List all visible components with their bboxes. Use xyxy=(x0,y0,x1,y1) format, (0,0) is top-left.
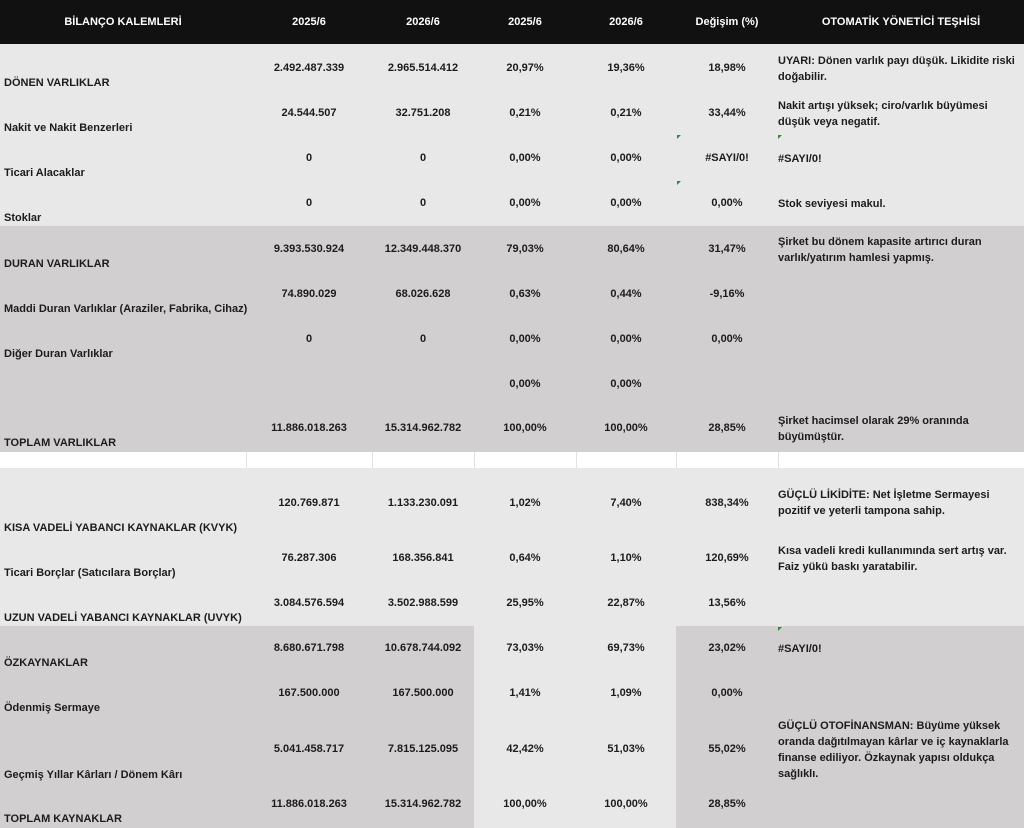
row-label: DURAN VARLIKLAR xyxy=(4,258,110,270)
share-2026: 1,10% xyxy=(610,552,642,564)
value-2025: 120.769.871 xyxy=(278,497,340,509)
value-2026: 1.133.230.091 xyxy=(387,497,459,509)
change-pct: -9,16% xyxy=(709,288,745,300)
share-2025: 0,21% xyxy=(509,107,541,119)
change-pct: 0,00% xyxy=(711,687,743,699)
header-row xyxy=(0,0,1024,44)
separator-gridline xyxy=(676,452,677,468)
value-2026: 7.815.125.095 xyxy=(387,743,459,755)
share-2025: 100,00% xyxy=(503,798,547,810)
row-label: UZUN VADELİ YABANCI KAYNAKLAR (UVYK) xyxy=(4,612,242,624)
diagnosis-comment: Nakit artışı yüksek; ciro/varlık büyümesi düşük veya negatif. xyxy=(778,100,988,128)
value-2025: 24.544.507 xyxy=(281,107,337,119)
share-2025: 0,63% xyxy=(509,288,541,300)
note-indicator-icon[interactable] xyxy=(778,627,782,631)
note-indicator-icon[interactable] xyxy=(677,181,681,185)
share-2025: 1,41% xyxy=(509,687,541,699)
value-2025: 11.886.018.263 xyxy=(271,422,347,434)
share-2025: 0,00% xyxy=(509,152,541,164)
share-2025: 25,95% xyxy=(506,597,544,609)
separator-row xyxy=(0,452,1024,468)
share-2026: 69,73% xyxy=(607,642,645,654)
share-2025: 1,02% xyxy=(509,497,541,509)
row-label: Ticari Borçlar (Satıcılara Borçlar) xyxy=(4,567,176,579)
row-label: Ödenmiş Sermaye xyxy=(4,702,100,714)
change-pct: #SAYI/0! xyxy=(705,152,749,164)
change-pct: 18,98% xyxy=(708,62,746,74)
separator-gridline xyxy=(576,452,577,468)
value-2026: 32.751.208 xyxy=(395,107,451,119)
value-2025: 8.680.671.798 xyxy=(273,642,345,654)
value-2026: 12.349.448.370 xyxy=(384,243,462,255)
value-2025: 0 xyxy=(305,197,313,209)
value-2025: 167.500.000 xyxy=(278,687,340,699)
share-2025: 100,00% xyxy=(503,422,547,434)
share-2026: 100,00% xyxy=(604,422,648,434)
diagnosis-comment: UYARI: Dönen varlık payı düşük. Likidite riski doğabilir. xyxy=(778,55,1015,83)
share-2025: 79,03% xyxy=(506,243,544,255)
diagnosis-comment: Kısa vadeli kredi kullanımında sert artış var. Faiz yükü baskı yaratabilir. xyxy=(778,545,1007,573)
header-2026-value[interactable]: 2026/6 xyxy=(406,16,440,28)
share-2026: 19,36% xyxy=(607,62,645,74)
share-2026: 0,00% xyxy=(610,378,642,390)
share-2026: 0,00% xyxy=(610,197,642,209)
value-2025: 5.041.458.717 xyxy=(273,743,345,755)
diagnosis-comment: Şirket bu dönem kapasite artırıcı duran varlık/yatırım hamlesi yapmış. xyxy=(778,236,982,264)
row-label: Diğer Duran Varlıklar xyxy=(4,348,113,360)
share-2025: 0,00% xyxy=(509,197,541,209)
separator-gridline xyxy=(778,452,779,468)
value-2026: 0 xyxy=(419,197,427,209)
share-2026: 22,87% xyxy=(607,597,645,609)
value-2025: 0 xyxy=(305,152,313,164)
share-2026: 7,40% xyxy=(610,497,642,509)
row-label: KISA VADELİ YABANCI KAYNAKLAR (KVYK) xyxy=(4,522,238,534)
value-2026: 0 xyxy=(419,152,427,164)
value-2025: 74.890.029 xyxy=(281,288,337,300)
header-diagnosis[interactable]: OTOMATİK YÖNETİCİ TEŞHİSİ xyxy=(821,16,981,28)
row-label: Ticari Alacaklar xyxy=(4,167,85,179)
share-2026: 100,00% xyxy=(604,798,648,810)
share-2026: 0,00% xyxy=(610,333,642,345)
row-label: DÖNEN VARLIKLAR xyxy=(4,77,110,89)
share-2025: 0,00% xyxy=(509,378,541,390)
header-2025-value[interactable]: 2025/6 xyxy=(292,16,326,28)
value-2026: 3.502.988.599 xyxy=(387,597,459,609)
change-pct: 28,85% xyxy=(708,798,746,810)
value-2025: 9.393.530.924 xyxy=(273,243,345,255)
value-2025: 76.287.306 xyxy=(281,552,337,564)
share-2026: 0,21% xyxy=(610,107,642,119)
share-2025: 42,42% xyxy=(506,743,544,755)
change-pct: 0,00% xyxy=(711,197,743,209)
header-balance-items[interactable]: BİLANÇO KALEMLERİ xyxy=(64,16,182,28)
diagnosis-comment: #SAYI/0! xyxy=(778,643,822,655)
separator-gridline xyxy=(372,452,373,468)
share-2026: 0,00% xyxy=(610,152,642,164)
row-label: Nakit ve Nakit Benzerleri xyxy=(4,122,133,134)
value-2025: 0 xyxy=(305,333,313,345)
note-indicator-icon[interactable] xyxy=(778,135,782,139)
share-2025: 0,64% xyxy=(509,552,541,564)
value-2026: 15.314.962.782 xyxy=(384,798,462,810)
separator-gridline xyxy=(474,452,475,468)
row-label: Geçmiş Yıllar Kârları / Dönem Kârı xyxy=(4,769,183,781)
header-2026-share[interactable]: 2026/6 xyxy=(609,16,643,28)
value-2025: 2.492.487.339 xyxy=(273,62,345,74)
value-2026: 68.026.628 xyxy=(395,288,451,300)
row-label: TOPLAM KAYNAKLAR xyxy=(4,813,122,825)
change-pct: 13,56% xyxy=(708,597,746,609)
change-pct: 23,02% xyxy=(708,642,746,654)
header-change[interactable]: Değişim (%) xyxy=(695,16,759,28)
value-2025: 11.886.018.263 xyxy=(271,798,347,810)
diagnosis-comment: Şirket hacimsel olarak 29% oranında büyümüştür. xyxy=(778,415,969,443)
change-pct: 31,47% xyxy=(708,243,746,255)
change-pct: 838,34% xyxy=(705,497,749,509)
header-2025-share[interactable]: 2025/6 xyxy=(508,16,542,28)
share-2026: 51,03% xyxy=(607,743,645,755)
separator-gridline xyxy=(246,452,247,468)
note-indicator-icon[interactable] xyxy=(677,135,681,139)
diagnosis-comment: GÜÇLÜ OTOFİNANSMAN: Büyüme yüksek oranda dağıtılmayan kârlar ve iç kaynaklarla finanse ediliyor. Özkaynak yapısı oldukça sağlıklı. xyxy=(778,720,1009,780)
row-label: Stoklar xyxy=(4,212,42,224)
share-2025: 73,03% xyxy=(506,642,544,654)
value-2026: 10.678.744.092 xyxy=(384,642,462,654)
value-2026: 15.314.962.782 xyxy=(384,422,462,434)
share-2025: 0,00% xyxy=(509,333,541,345)
diagnosis-comment: Stok seviyesi makul. xyxy=(778,198,886,210)
row-label: Maddi Duran Varlıklar (Araziler, Fabrika, Cihaz) xyxy=(4,303,248,315)
value-2026: 168.356.841 xyxy=(392,552,454,564)
change-pct: 33,44% xyxy=(708,107,746,119)
value-2026: 167.500.000 xyxy=(392,687,454,699)
value-2026: 0 xyxy=(419,333,427,345)
change-pct: 120,69% xyxy=(705,552,749,564)
value-2025: 3.084.576.594 xyxy=(273,597,345,609)
row-label: TOPLAM VARLIKLAR xyxy=(4,437,117,449)
change-pct: 55,02% xyxy=(708,743,746,755)
share-2026: 0,44% xyxy=(610,288,642,300)
diagnosis-comment: #SAYI/0! xyxy=(778,153,822,165)
share-2025: 20,97% xyxy=(506,62,544,74)
share-2026: 80,64% xyxy=(607,243,645,255)
change-pct: 28,85% xyxy=(708,422,746,434)
value-2026: 2.965.514.412 xyxy=(387,62,459,74)
diagnosis-comment: GÜÇLÜ LİKİDİTE: Net İşletme Sermayesi pozitif ve yeterli tampona sahip. xyxy=(778,489,990,517)
share-2026: 1,09% xyxy=(610,687,642,699)
row-label: ÖZKAYNAKLAR xyxy=(4,657,88,669)
change-pct: 0,00% xyxy=(711,333,743,345)
